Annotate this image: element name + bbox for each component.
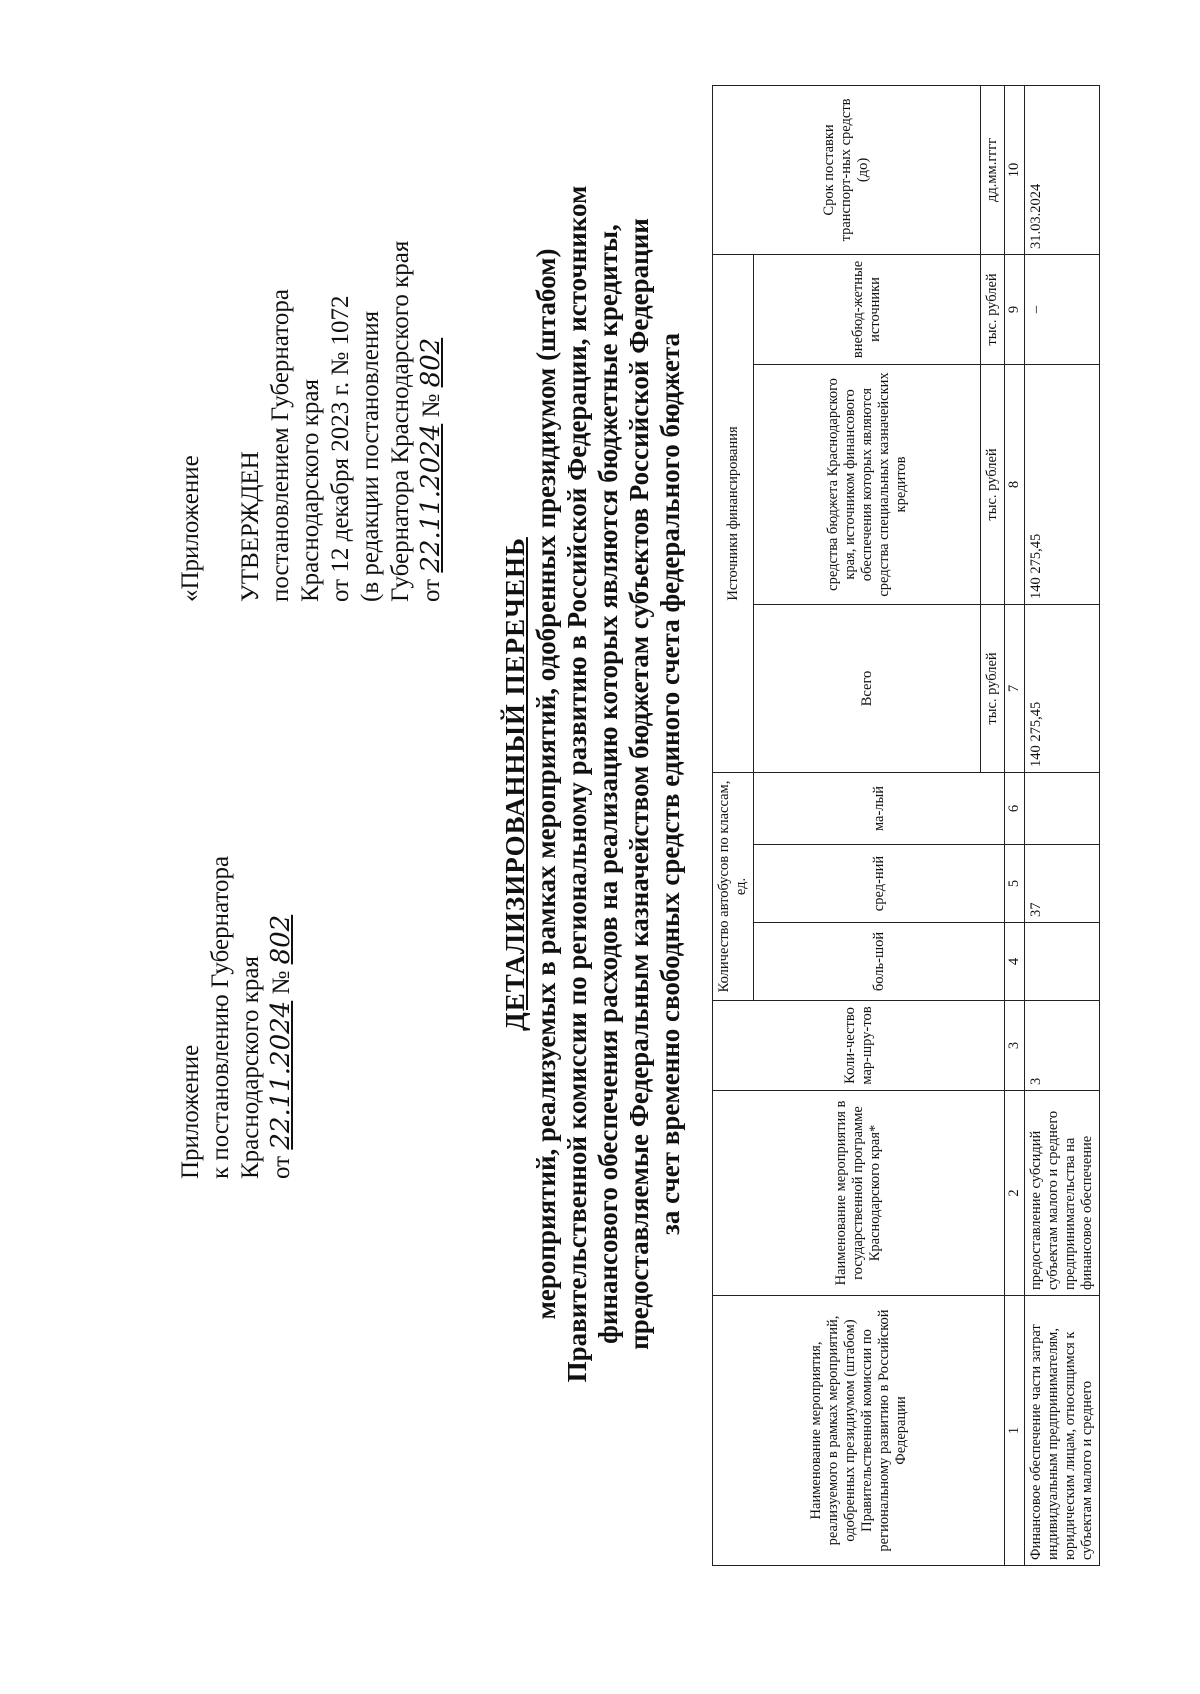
- cell-buses-large: [1025, 923, 1100, 1001]
- cell-extrabudgetary: –: [1025, 254, 1100, 364]
- header-col4: боль-шой: [754, 923, 1005, 1001]
- title-line: мероприятий, реализуемых в рамках мероприятий, одобренных президиумом (штабом): [531, 248, 561, 1320]
- date-prefix: от: [418, 578, 445, 602]
- header-fin-group: Источники финансирования: [713, 254, 754, 772]
- title-line: финансового обеспечения расходов на реализацию которых являются бюджетные кредиты,: [593, 224, 623, 1344]
- unit-col9: тыс. рублей: [981, 254, 1005, 364]
- handwritten-date: 22.11.2024: [266, 1000, 296, 1150]
- header-right-line: (в редакции постановления: [357, 310, 384, 602]
- header-right-line: «Приложение: [177, 455, 204, 602]
- column-number: 4: [1005, 923, 1025, 1001]
- cell-buses-medium: 37: [1025, 845, 1100, 923]
- cell-buses-small: [1025, 772, 1100, 844]
- table-row: [1025, 85, 1100, 1565]
- column-number: 2: [1005, 1091, 1025, 1296]
- header-col2: Наименование мероприятия в государственной программе Краснодарского края*: [713, 1091, 1005, 1296]
- title-line: за счет временно свободных средств единого счета федерального бюджета: [655, 332, 685, 1236]
- cell-delivery-date: 31.03.2024: [1025, 85, 1100, 254]
- column-number: 7: [1005, 604, 1025, 772]
- column-number: 3: [1005, 1001, 1025, 1091]
- cell-program-measure: предоставление субсидий субъектам малого и среднего предпринимательства на финансовое обеспечение: [1025, 1091, 1100, 1296]
- header-col6: ма-лый: [754, 772, 1005, 844]
- column-numbers-row: [1005, 85, 1025, 1565]
- handwritten-number: 802: [416, 337, 446, 388]
- header-left-line: к постановлению Губернатора: [207, 855, 234, 1179]
- unit-col7: тыс. рублей: [981, 604, 1005, 772]
- header-left-line: Приложение: [177, 1044, 204, 1179]
- unit-col8: тыс. рублей: [981, 364, 1005, 604]
- title-main: ДЕТАЛИЗИРОВАННЫЙ ПЕРЕЧЕНЬ: [500, 537, 530, 1031]
- cell-total: 140 275,45: [1025, 604, 1100, 772]
- handwritten-date: 22.11.2024: [416, 423, 446, 573]
- date-prefix: от: [268, 1155, 295, 1179]
- measures-table: [712, 85, 1100, 1566]
- column-number: 9: [1005, 254, 1025, 364]
- cell-regional-budget: 140 275,45: [1025, 364, 1100, 604]
- header-row: [713, 85, 754, 1565]
- header-bus-group: Количество автобусов по классам, ед.: [713, 772, 754, 1000]
- column-number: 6: [1005, 772, 1025, 844]
- header-col7: Всего: [754, 604, 981, 772]
- header-left-date-line: [266, 856, 297, 1179]
- title-line: Правительственной комиссии по региональному развитию в Российской Федерации, источником: [562, 185, 592, 1383]
- header-col1: Наименование мероприятия, реализуемого в рамках мероприятий, одобренных президиумом (штабом) Правительственной комиссии по региональному развитию в Российской Федерации: [713, 1296, 1005, 1566]
- column-number: 1: [1005, 1296, 1025, 1566]
- header-right-line: от 12 декабря 2023 г. № 1072: [327, 295, 354, 602]
- header-right: [176, 241, 447, 602]
- header-right-line: постановлением Губернатора: [267, 289, 294, 602]
- column-number: 8: [1005, 364, 1025, 604]
- header-right-date-line: [416, 241, 447, 602]
- header-col5: сред-ний: [754, 845, 1005, 923]
- number-sign: №: [268, 970, 295, 995]
- header-col9: внебюд-жетные источники: [754, 254, 981, 364]
- cell-routes-count: 3: [1025, 1001, 1100, 1091]
- column-number: 10: [1005, 85, 1025, 254]
- header-right-line: Губернатора Краснодарского края: [387, 240, 414, 602]
- table-container: [712, 86, 1100, 1566]
- header-col3: Коли-чество мар-шру-тов: [713, 1001, 1005, 1091]
- header-left-line: Краснодарского края: [237, 956, 264, 1179]
- title-line: предоставляемые Федеральным казначейством бюджетам субъектов Российской Федерации: [624, 218, 654, 1350]
- approved-label: УТВЕРЖДЕН: [237, 451, 264, 602]
- header-col10: Срок поставки транспорт-ных средств (до): [713, 85, 981, 254]
- cell-measure-name: Финансовое обеспечение части затрат индивидуальным предпринимателям, юридическим лицам, относящимся к субъектам малого и среднего: [1025, 1296, 1100, 1566]
- number-sign: №: [418, 393, 445, 418]
- document-title: [500, 134, 686, 1434]
- header-left: [176, 856, 297, 1179]
- column-number: 5: [1005, 845, 1025, 923]
- handwritten-number: 802: [266, 914, 296, 965]
- unit-col10: дд.мм.гггг: [981, 85, 1005, 254]
- header-right-line: Краснодарского края: [297, 379, 324, 602]
- header-col8: средства бюджета Краснодарского края, источником финансового обеспечения которых являются средства специальных казначейских кредитов: [754, 364, 981, 604]
